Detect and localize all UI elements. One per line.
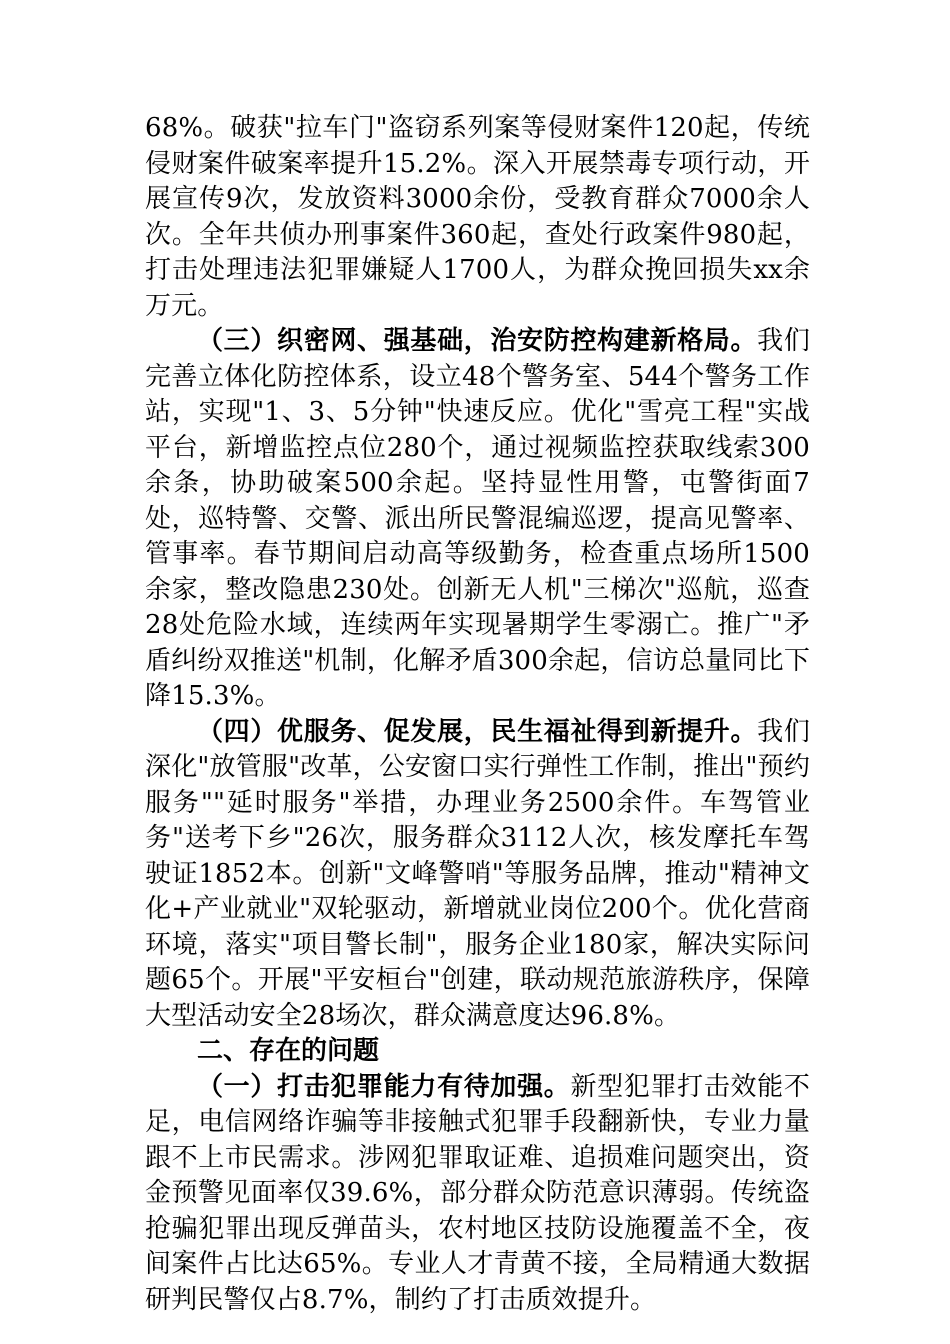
paragraph-lead: （一）打击犯罪能力有待加强。 (197, 1071, 571, 1102)
paragraph-text: 我们深化"放管服"改革，公安窗口实行弹性工作制，推出"预约服务""延时服务"举措，办理业务2500余件。车驾管业务"送考下乡"26次，服务群众3112人次，核发摩托车驾驶证1852本。创新"文峰警哨"等服务品牌，推动"精神文化+产业就业"双轮驱动，新增就业岗位200个。优化营商环境，落实"项目警长制"，服务企业180家，解决实际问题65个。开展"平安桓台"创建，联动规范旅游秩序，保障大型活动安全28场次，群众满意度达96.8%。 (145, 716, 810, 1031)
paragraph-security-prevention (145, 324, 810, 715)
paragraph-issue-crime-fighting (145, 1070, 810, 1319)
paragraph-case-results (145, 111, 810, 324)
paragraph-text: 新型犯罪打击效能不足，电信网络诈骗等非接触式犯罪手段翻新快，专业力量跟不上市民需求。涉网犯罪取证难、追损难问题突出，资金预警见面率仅39.6%，部分群众防范意识薄弱。传统盗抢骗犯罪出现反弹苗头，农村地区技防设施覆盖不全，夜间案件占比达65%。专业人才青黄不接，全局精通大数据研判民警仅占8.7%，制约了打击质效提升。 (145, 1071, 810, 1315)
paragraph-public-service (145, 715, 810, 1035)
document-body (145, 111, 810, 1318)
paragraph-lead: （三）织密网、强基础，治安防控构建新格局。 (197, 326, 758, 356)
paragraph-text: 68%。破获"拉车门"盗窃系列案等侵财案件120起，传统侵财案件破案率提升15.2%。深入开展禁毒专项行动，开展宣传9次，发放资料3000余份，受教育群众7000余人次。全年共侦办刑事案件360起，查处行政案件980起，打击处理违法犯罪嫌疑人1700人，为群众挽回损失xx余万元。 (145, 113, 810, 321)
paragraph-lead: （四）优服务、促发展，民生福祉得到新提升。 (197, 716, 758, 747)
section-heading: 二、存在的问题 (197, 1036, 380, 1066)
paragraph-text: 我们完善立体化防控体系，设立48个警务室、544个警务工作站，实现"1、3、5分钟"快速反应。优化"雪亮工程"实战平台，新增监控点位280个，通过视频监控获取线索300余条，协助破案500余起。坚持显性用警，屯警街面7处，巡特警、交警、派出所民警混编巡逻，提高见警率、管事率。春节期间启动高等级勤务，检查重点场所1500余家，整改隐患230处。创新无人机"三梯次"巡航，巡查28处危险水域，连续两年实现暑期学生零溺亡。推广"矛盾纠纷双推送"机制，化解矛盾300余起，信访总量同比下降15.3%。 (145, 326, 810, 711)
